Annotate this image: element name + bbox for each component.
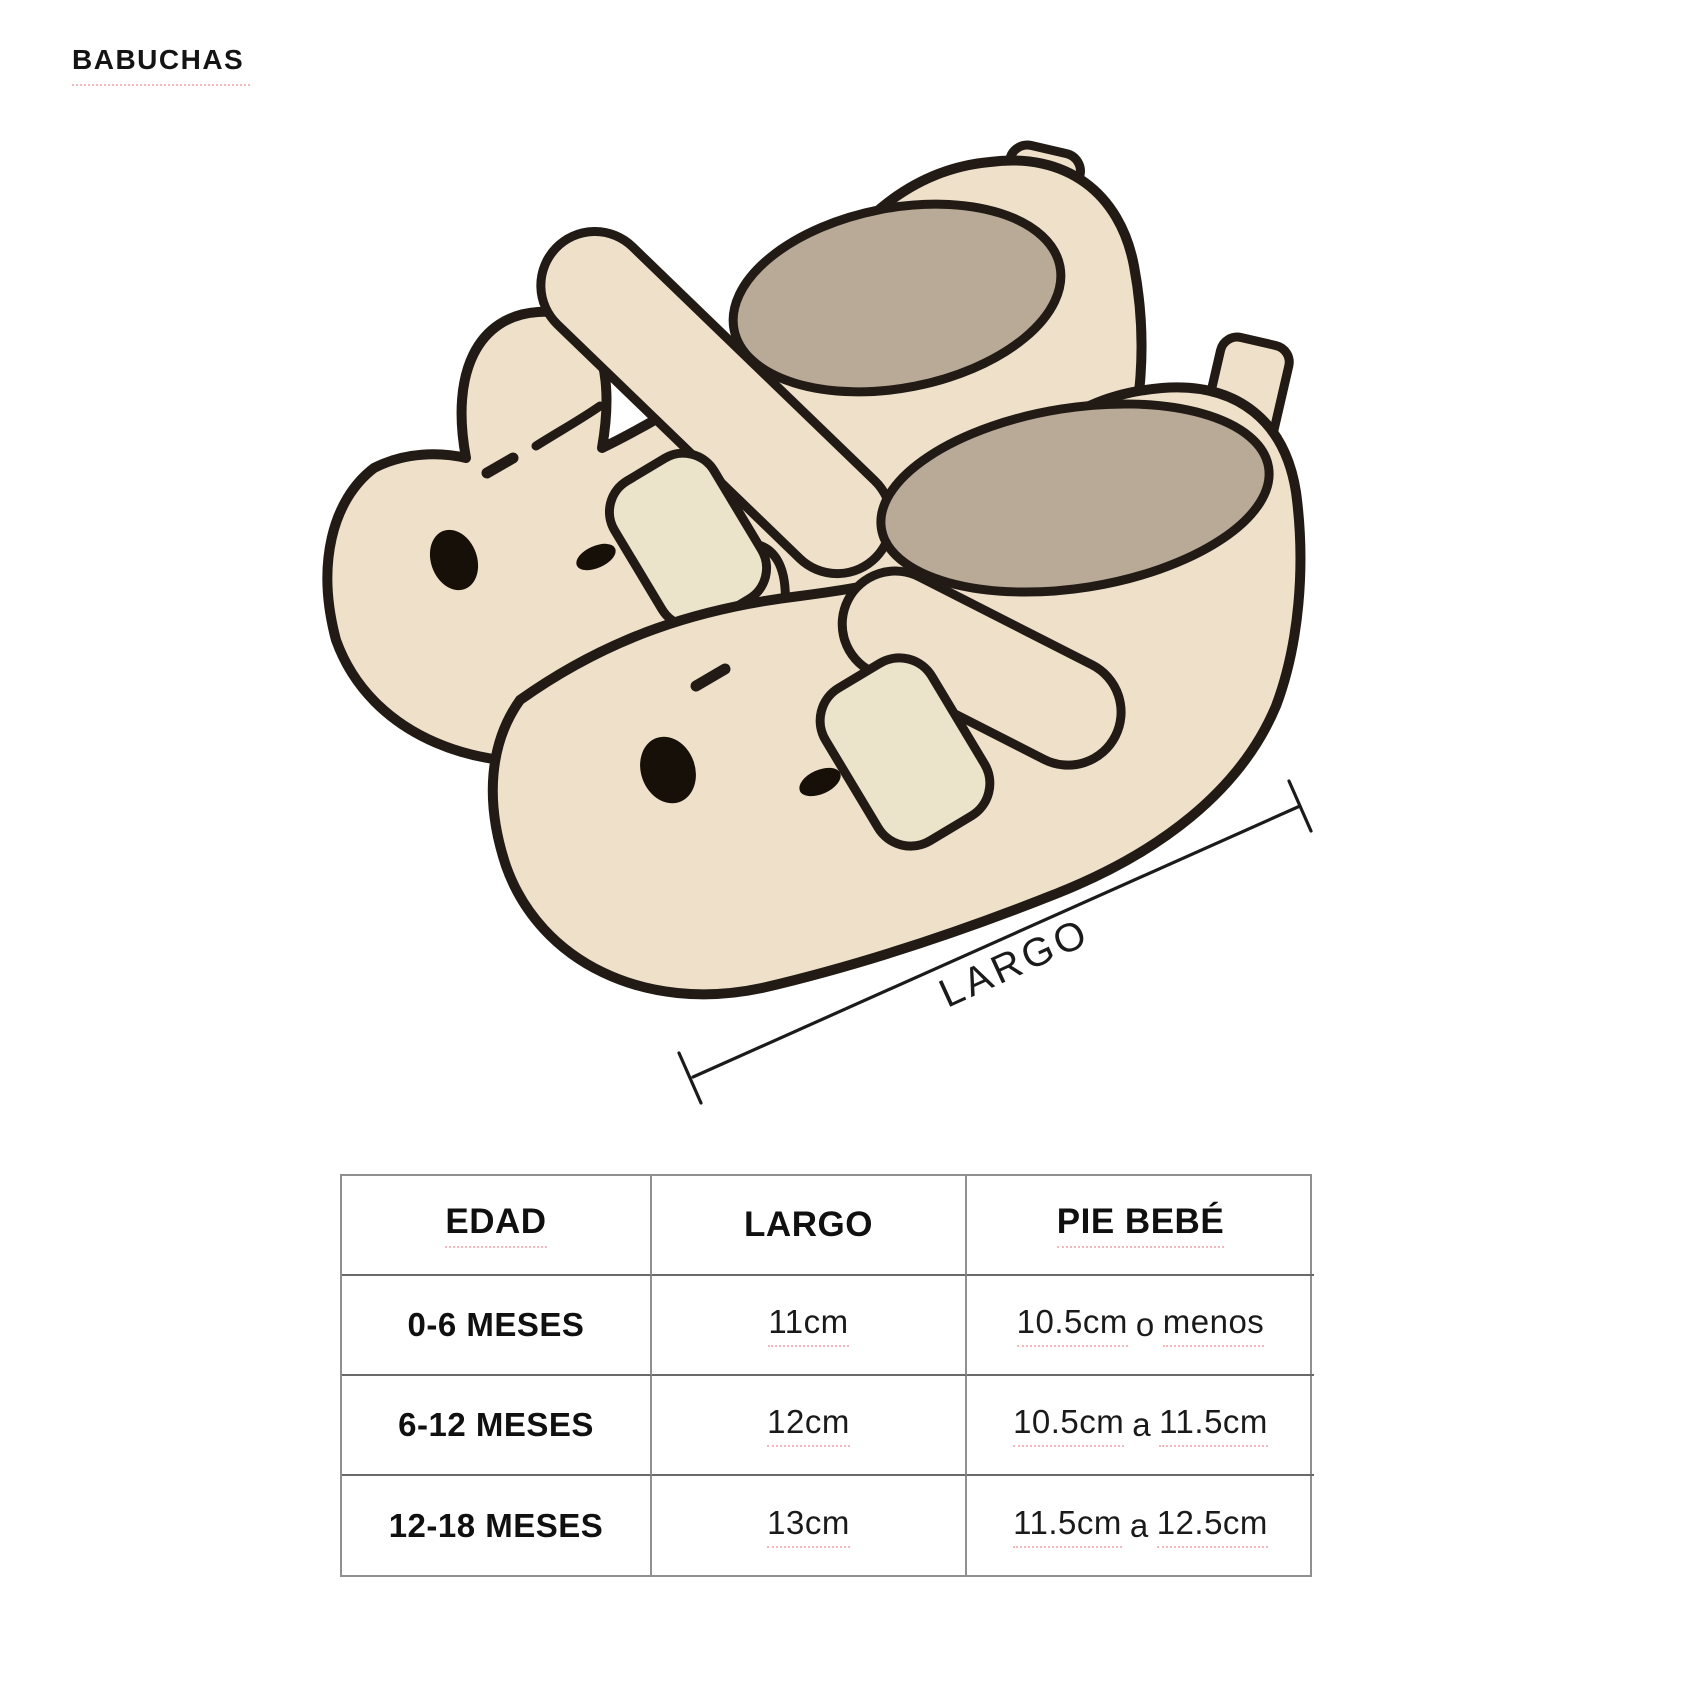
pie-from: 11.5cm <box>1013 1504 1122 1548</box>
pie-connector: o <box>1135 1306 1155 1343</box>
pie-from: 10.5cm <box>1017 1303 1128 1347</box>
header-edad <box>342 1176 652 1276</box>
header-largo <box>652 1176 967 1276</box>
header-edad-label: EDAD <box>445 1202 546 1248</box>
row-2-edad <box>342 1476 652 1575</box>
page-title: BABUCHAS <box>72 44 250 86</box>
header-pie-bebe <box>967 1176 1314 1276</box>
header-largo-label: LARGO <box>744 1205 873 1244</box>
pie-to: 11.5cm <box>1159 1403 1268 1447</box>
pie-connector: a <box>1132 1406 1152 1443</box>
age-value: 12-18 MESES <box>388 1506 604 1544</box>
row-1-largo <box>652 1376 967 1476</box>
largo-value: 13cm <box>767 1504 850 1548</box>
row-2-pie <box>967 1476 1314 1575</box>
pie-to: menos <box>1163 1303 1265 1347</box>
largo-value: 12cm <box>767 1403 850 1447</box>
row-1-pie <box>967 1376 1314 1476</box>
length-label: LARGO <box>932 909 1097 1017</box>
size-table <box>340 1174 1312 1577</box>
row-2-largo <box>652 1476 967 1575</box>
dimension-tick-end <box>1289 781 1311 831</box>
row-1-edad <box>342 1376 652 1476</box>
age-value: 0-6 MESES <box>407 1306 585 1343</box>
age-value: 6-12 MESES <box>398 1406 594 1443</box>
pie-from: 10.5cm <box>1013 1403 1124 1447</box>
row-0-edad <box>342 1276 652 1376</box>
pie-to: 12.5cm <box>1157 1504 1268 1548</box>
row-0-pie <box>967 1276 1314 1376</box>
row-0-largo <box>652 1276 967 1376</box>
pie-connector: a <box>1129 1506 1149 1544</box>
largo-value: 11cm <box>768 1303 848 1347</box>
header-pie-bebe-label: PIE BEBÉ <box>1057 1202 1224 1248</box>
dimension-tick-start <box>679 1053 701 1103</box>
